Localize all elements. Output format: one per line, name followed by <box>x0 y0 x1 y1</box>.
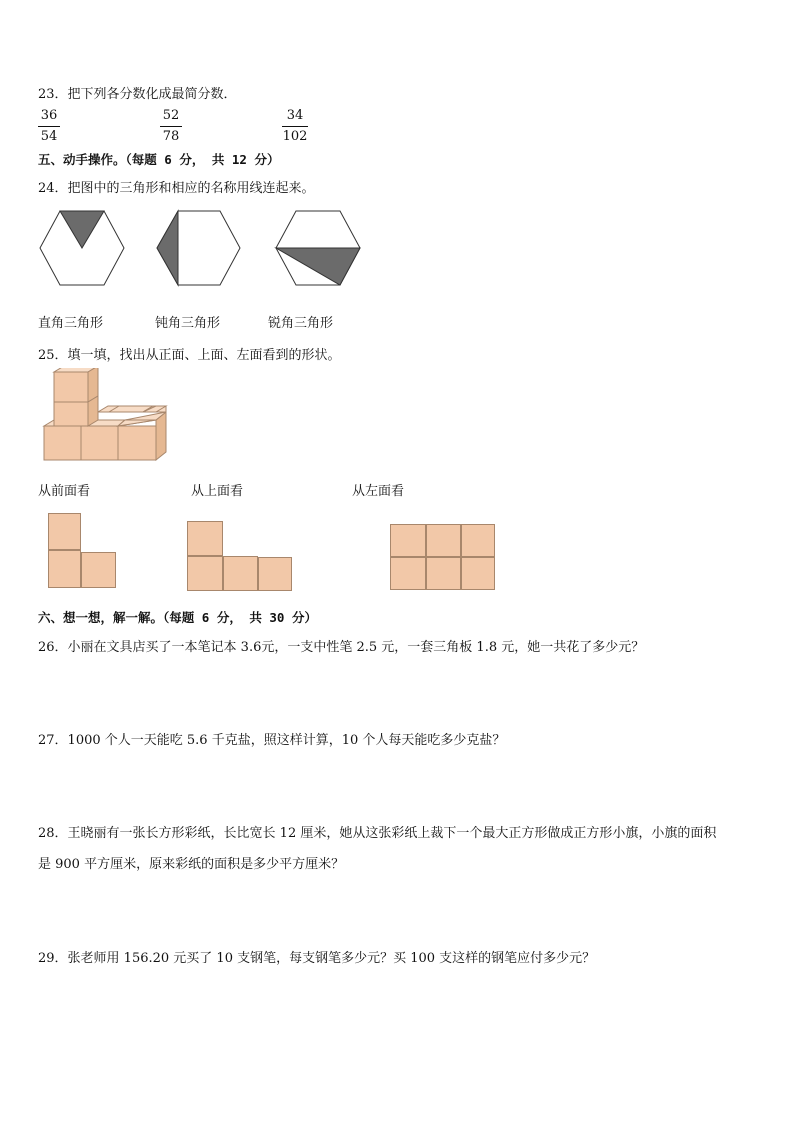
label-right-triangle: 直角三角形 <box>38 316 104 331</box>
hexagon-obtuse-triangle <box>152 208 247 288</box>
label-left-view: 从左面看 <box>352 484 405 499</box>
label-obtuse-triangle: 钝角三角形 <box>155 316 221 331</box>
fraction-1-numerator: 36 <box>40 108 58 123</box>
question-27: 27．1000 个人一天能吃 5.6 千克盐，照这样计算，10 个人每天能吃多少克盐？ <box>38 733 506 748</box>
label-front-view: 从前面看 <box>38 484 91 499</box>
section-5-heading: 五、动手操作。（每题 6 分， 共 12 分） <box>38 152 280 167</box>
hexagon-acute-triangle <box>272 208 367 288</box>
fraction-3-denominator: 102 <box>282 129 308 144</box>
fraction-1 <box>38 108 60 145</box>
question-26: 26．小丽在文具店买了一本笔记本 3.6元，一支中性笔 2.5 元，一套三角板 1.8 元，她一共花了多少元？ <box>38 640 645 655</box>
question-24: 24．把图中的三角形和相应的名称用线连起来。 <box>38 181 315 196</box>
fraction-2-denominator: 78 <box>162 129 180 144</box>
fraction-3 <box>282 108 308 145</box>
question-29: 29．张老师用 156.20 元买了 10 支钢笔，每支钢笔多少元？买 100 支这样的钢笔应付多少元？ <box>38 951 596 966</box>
cube-stack-drawing <box>40 368 175 468</box>
label-top-view: 从上面看 <box>191 484 244 499</box>
question-28-line-1: 28．王晓丽有一张长方形彩纸，长比宽长 12 厘米，她从这张彩纸上裁下一个最大正方形做成正方形小旗，小旗的面积 <box>38 826 717 841</box>
fraction-2-numerator: 52 <box>162 108 180 123</box>
section-6-heading: 六、想一想，解一解。（每题 6 分， 共 30 分） <box>38 610 317 625</box>
fraction-2 <box>160 108 182 145</box>
label-acute-triangle: 锐角三角形 <box>268 316 334 331</box>
fraction-3-numerator: 34 <box>286 108 304 123</box>
question-25: 25．填一填，找出从正面、上面、左面看到的形状。 <box>38 348 341 363</box>
hexagon-right-triangle <box>36 208 131 288</box>
question-28-line-2: 是 900 平方厘米，原来彩纸的面积是多少平方厘米？ <box>38 857 345 872</box>
question-23: 23．把下列各分数化成最简分数． <box>38 87 237 102</box>
fraction-1-denominator: 54 <box>40 129 58 144</box>
